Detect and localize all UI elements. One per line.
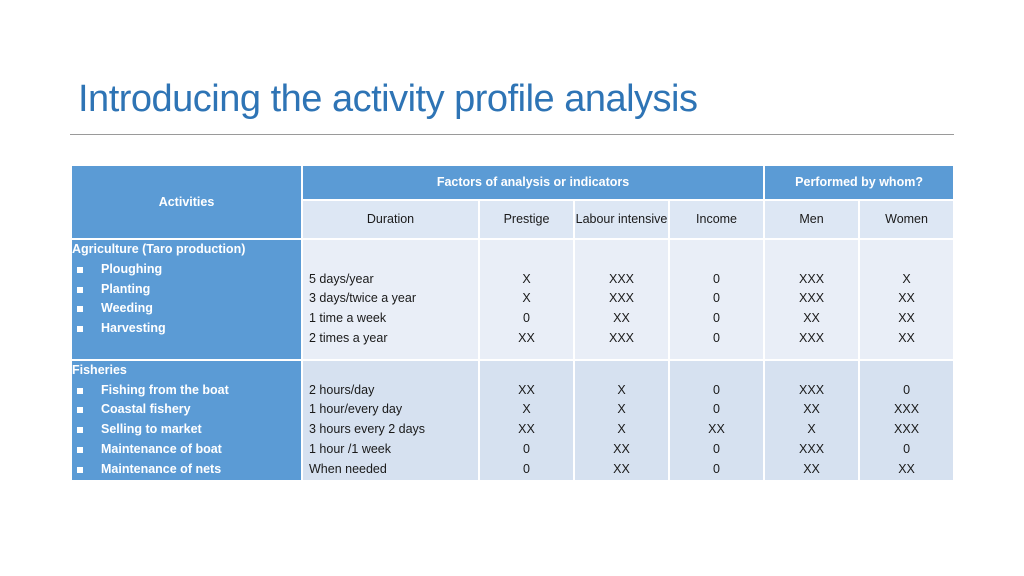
cell-value: X xyxy=(617,422,626,437)
list-item: Weeding xyxy=(72,299,301,319)
list-item: Planting xyxy=(72,280,301,300)
cell-value: XX xyxy=(708,422,725,437)
cell-value: XXX xyxy=(799,291,825,306)
table-row-agriculture xyxy=(72,240,953,359)
title-divider xyxy=(70,134,954,135)
prestige-cell xyxy=(480,240,573,359)
cell-value: 0 xyxy=(523,461,530,476)
cell-value: XX xyxy=(898,291,915,306)
cell-value: 3 days/twice a year xyxy=(309,291,416,306)
cell-value: XX xyxy=(518,382,535,397)
income-cell xyxy=(670,240,763,359)
activity-group xyxy=(72,361,301,480)
cell-value: XXX xyxy=(608,271,634,286)
cell-value: XXX xyxy=(608,331,634,346)
list-item: Fishing from the boat xyxy=(72,381,301,401)
group-name: Fisheries xyxy=(72,362,127,377)
men-cell xyxy=(765,240,858,359)
cell-value: X xyxy=(522,271,531,286)
cell-value: XXX xyxy=(894,402,920,417)
col-women: Women xyxy=(860,201,953,238)
cell-value: X xyxy=(807,422,816,437)
cell-value: XX xyxy=(803,461,820,476)
labour-cell xyxy=(575,361,668,480)
cell-value: XXX xyxy=(799,331,825,346)
women-cell xyxy=(860,361,953,480)
col-prestige: Prestige xyxy=(480,201,573,238)
cell-value: X xyxy=(902,271,911,286)
list-item: Ploughing xyxy=(72,260,301,280)
cell-value: XX xyxy=(898,331,915,346)
cell-value: 0 xyxy=(523,441,530,456)
factors-header: Factors of analysis or indicators xyxy=(303,166,763,199)
cell-value: XX xyxy=(518,331,535,346)
cell-value: X xyxy=(617,402,626,417)
header-row xyxy=(72,166,953,199)
list-item: Maintenance of nets xyxy=(72,460,301,480)
group-name: Agriculture (Taro production) xyxy=(72,242,246,256)
cell-value: 0 xyxy=(713,311,720,326)
cell-value: XX xyxy=(613,441,630,456)
cell-value: XX xyxy=(898,461,915,476)
cell-value: 2 times a year xyxy=(309,331,388,346)
cell-value: XX xyxy=(518,422,535,437)
activities-header: Activities xyxy=(72,166,301,238)
list-item: Selling to market xyxy=(72,420,301,440)
performed-header: Performed by whom? xyxy=(765,166,953,199)
men-cell xyxy=(765,361,858,480)
income-cell xyxy=(670,361,763,480)
cell-value: 0 xyxy=(523,311,530,326)
duration-cell xyxy=(303,240,478,359)
cell-value: XXX xyxy=(799,382,825,397)
list-item: Coastal fishery xyxy=(72,400,301,420)
cell-value: X xyxy=(522,402,531,417)
cell-value: X xyxy=(522,291,531,306)
cell-value: 0 xyxy=(903,441,911,456)
list-item: Maintenance of boat xyxy=(72,440,301,460)
cell-value: 0 xyxy=(903,382,911,397)
duration-cell xyxy=(303,361,478,480)
cell-value: 0 xyxy=(713,382,720,397)
cell-value: X xyxy=(617,382,626,397)
cell-value: XXX xyxy=(799,441,825,456)
cell-value: XXX xyxy=(894,422,920,437)
prestige-cell xyxy=(480,361,573,480)
cell-value: XXX xyxy=(608,291,634,306)
cell-value: 0 xyxy=(713,441,720,456)
cell-value: XX xyxy=(613,311,630,326)
cell-value: XX xyxy=(803,311,820,326)
cell-value: 1 hour /1 week xyxy=(309,441,391,456)
cell-value: 0 xyxy=(713,331,720,346)
activity-profile-table xyxy=(70,164,955,482)
col-labour: Labour intensive xyxy=(575,201,668,238)
col-men: Men xyxy=(765,201,858,238)
cell-value: XX xyxy=(803,402,820,417)
page-title: Introducing the activity profile analysis xyxy=(78,78,698,120)
col-income: Income xyxy=(670,201,763,238)
labour-cell xyxy=(575,240,668,359)
cell-value: 0 xyxy=(713,271,720,286)
cell-value: 1 time a week xyxy=(309,311,387,326)
cell-value: 1 hour/every day xyxy=(309,402,403,417)
cell-value: 0 xyxy=(713,461,720,476)
cell-value: 0 xyxy=(713,291,720,306)
cell-value: 3 hours every 2 days xyxy=(309,422,426,437)
table-row-fisheries xyxy=(72,361,953,480)
cell-value: 2 hours/day xyxy=(309,382,375,397)
cell-value: 5 days/year xyxy=(309,271,374,286)
cell-value: 0 xyxy=(713,402,720,417)
cell-value: XXX xyxy=(799,271,825,286)
women-cell xyxy=(860,240,953,359)
cell-value: XX xyxy=(613,461,630,476)
list-item: Harvesting xyxy=(72,319,301,339)
cell-value: XX xyxy=(898,311,915,326)
col-duration: Duration xyxy=(303,201,478,238)
activity-group xyxy=(72,240,301,359)
cell-value: When needed xyxy=(309,461,387,476)
